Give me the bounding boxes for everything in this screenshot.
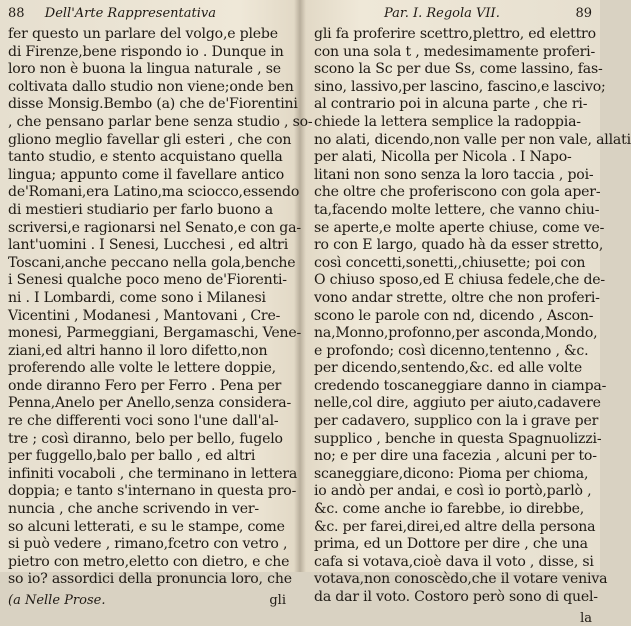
text-line: Vicentini , Modanesi , Mantovani , Cre- [8, 307, 281, 324]
right-page-header [314, 6, 592, 24]
text-line: nuncia , che anche scrivendo in ver- [8, 501, 259, 518]
text-line: &c. per farei,direi,ed altre della persona [314, 518, 596, 535]
text-line: fer questo un parlare del volgo,e plebe [8, 26, 278, 42]
footnote: (a Nelle Prose. [8, 593, 106, 608]
left-page-header [8, 6, 286, 24]
text-line: O chiuso sposo,ed E chiusa fedele,che de- [314, 272, 605, 289]
running-head: Par. I. Regola VII. [384, 6, 500, 21]
text-line: ta,facendo molte lettere, che vanno chiu- [314, 201, 600, 218]
right-page [304, 0, 631, 626]
text-line: litani non sono senza la loro taccia , poi- [314, 166, 594, 183]
page-number: 89 [575, 6, 592, 21]
text-line: ziani,ed altri hanno il loro difetto,non [8, 342, 268, 359]
text-line: Penna,Anelo per Anello,senza considera- [8, 395, 292, 412]
text-line: al contrario poi in alcuna parte , che ri- [314, 96, 588, 113]
signature-mark: la [580, 610, 592, 626]
text-line: sino, lassivo,per lascino, fascino,e lascivo; [314, 78, 606, 95]
text-line: supplico , benche in questa Spagnuolizzi- [314, 430, 602, 447]
text-line: infiniti vocaboli , che terminano in lettera [8, 465, 298, 482]
text-line: chiede la lettera semplice la radoppia- [314, 113, 581, 130]
text-line: lingua; appunto come il favellare antico [8, 166, 285, 183]
right-page-footer [314, 611, 592, 626]
text-line: scono le parole con nd, dicendo , Ascon- [314, 307, 594, 324]
text-line: di Firenze,bene rispondo io . Dunque in [8, 43, 284, 60]
text-line: credendo toscaneggiare danno in ciampa- [314, 377, 607, 394]
text-line: per alati, Nicolla per Nicola . I Napo- [314, 149, 572, 166]
text-line: votava,non conoscèdo,che il votare veniva [314, 571, 608, 588]
text-line: con una sola t , medesimamente proferi- [314, 43, 596, 60]
text-line: i Senesi qualche poco meno de'Fiorenti- [8, 272, 287, 289]
text-line: na,Monno,profonno,per asconda,Mondo, [314, 325, 598, 342]
text-line: re che differenti voci sono l'une dall'al- [8, 413, 279, 430]
text-line: per dicendo,sentendo,&c. ed alle volte [314, 360, 582, 377]
text-line: scriversi,e ragionarsi nel Senato,e con ga- [8, 219, 301, 236]
text-line: monesi, Parmeggiani, Bergamaschi, Vene- [8, 325, 302, 342]
text-line: per fuggello,balo per ballo , ed altri [8, 448, 256, 465]
text-line: io andò per andai, e così io portò,parlò , [314, 483, 592, 500]
text-line: Toscani,anche peccano nella gola,benche [8, 254, 296, 271]
text-line: si può vedere , rimano,fcetro con vetro , [8, 536, 288, 553]
text-line: tre ; così diranno, belo per bello, fugelo [8, 430, 283, 447]
text-line: lant'uomini . I Senesi, Lucchesi , ed altri [8, 237, 289, 254]
text-line: so alcuni letterati, e su le stampe, come [8, 518, 285, 535]
text-line: de'Romani,era Latino,ma sciocco,essendo [8, 184, 300, 201]
text-line: così concetti,sonetti,,chiusette; poi con [314, 254, 586, 271]
text-line: che oltre che proferiscono con gola aper- [314, 184, 601, 201]
text-line: ni . I Lombardi, come sono i Milanesi [8, 289, 266, 306]
text-line: pietro con metro,eletto con dietro, e che [8, 553, 290, 570]
text-line: ro con E largo, quado hà da esser stretto, [314, 237, 604, 254]
text-line: no alati, dicendo,non valle per non vale, allati [314, 131, 631, 148]
left-page-text [8, 26, 313, 589]
text-line: vono andar strette, oltre che non proferi- [314, 289, 600, 306]
text-line: e profondo; così dicenno,tentenno , &c. [314, 342, 589, 359]
text-line: so io? assordici della pronuncia loro, che [8, 571, 292, 588]
text-line: onde diranno Fero per Ferro . Pena per [8, 377, 282, 394]
text-line: &c. come anche io farebbe, io direbbe, [314, 501, 585, 518]
text-line: proferendo alle volte le lettere doppie, [8, 360, 276, 377]
running-head: Dell'Arte Rappresentativa [44, 6, 216, 21]
text-line: se aperte,e molte aperte chiuse, come ve- [314, 219, 605, 236]
text-line: , che pensano parlar bene senza studio , so- [8, 113, 313, 130]
text-line: di mestieri studiario per farlo buono a [8, 201, 273, 218]
text-line: per cadavero, supplico con la i grave per [314, 413, 599, 430]
text-line: coltivata dallo studio non viene;onde ben [8, 78, 294, 95]
text-line: doppia; e tanto s'internano in questa pro- [8, 483, 297, 500]
left-page-footer [8, 593, 286, 608]
right-page-text [314, 26, 631, 607]
text-line: prima, ed un Dottore per dire , che una [314, 536, 588, 553]
text-line: nelle,col dire, aggiuto per aiuto,cadavere [314, 395, 601, 412]
text-line: disse Monsig.Bembo (a) che de'Fiorentini [8, 96, 298, 113]
text-line: gliono meglio favellar gli esteri , che con [8, 131, 292, 148]
page-number: 88 [8, 6, 25, 21]
text-line: scaneggiare,dicono: Pioma per chioma, [314, 465, 589, 482]
text-line: loro non è buona la lingua naturale , se [8, 61, 281, 78]
text-line: scono la Sc per due Ss, come lassino, fas- [314, 61, 603, 78]
text-line: tanto studio, e stento acquistano quella [8, 149, 283, 166]
left-page [0, 0, 313, 608]
text-line: da dar il voto. Costoro però sono di quel- [314, 589, 598, 605]
catchword: gli [269, 593, 286, 608]
text-line: gli fa proferire scettro,plettro, ed elettro [314, 26, 596, 42]
text-line: no; e per dire una facezia , alcuni per to- [314, 448, 597, 465]
text-line: cafa si votava,cioè dava il voto , disse, si [314, 553, 594, 570]
